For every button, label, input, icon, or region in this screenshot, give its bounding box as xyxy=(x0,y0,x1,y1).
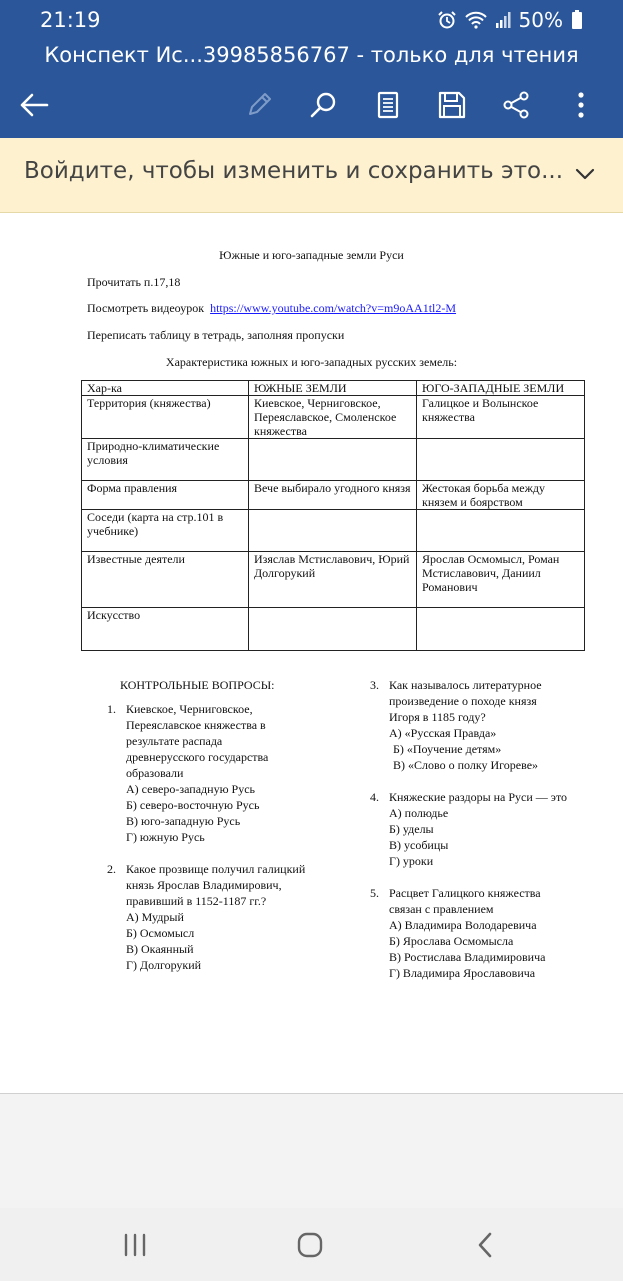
table-cell: Вече выбирало угодного князя xyxy=(249,481,417,510)
table-header-cell: ЮЖНЫЕ ЗЕМЛИ xyxy=(249,381,417,396)
question-2: 2. Какое прозвище получил галицкий князь Ярослав Владимирович, правивший в 1152-1187 гг.? А) Мудрый Б) Осмомысл В) Окаянный Г) Долгорукий xyxy=(107,862,306,972)
status-indicators xyxy=(437,8,583,32)
table-header-row xyxy=(82,381,585,396)
table-cell: Галицкое и Волынское княжества xyxy=(417,396,585,439)
sign-in-banner[interactable] xyxy=(0,138,623,213)
table-row xyxy=(82,439,585,481)
table-cell xyxy=(417,510,585,552)
table-row xyxy=(82,608,585,651)
home-icon[interactable] xyxy=(295,1230,325,1260)
table-title: Характеристика южных и юго-западных русских земель: xyxy=(165,355,458,369)
system-nav-bar xyxy=(0,1208,623,1281)
questions-right-column xyxy=(370,677,610,981)
questions-left-column xyxy=(107,677,337,973)
signal-icon xyxy=(495,11,511,29)
question-4: 4. Княжеские раздоры на Руси — это А) полюдье Б) уделы В) усобицы Г) уроки xyxy=(370,790,568,868)
table-row xyxy=(82,552,585,608)
table-cell: Природно-климатические условия xyxy=(82,439,249,481)
battery-percent: 50% xyxy=(518,8,563,32)
table-cell xyxy=(249,439,417,481)
doc-line-video xyxy=(87,301,456,316)
back-icon[interactable] xyxy=(470,1230,500,1260)
share-icon[interactable] xyxy=(498,87,534,123)
table-cell: Известные деятели xyxy=(82,552,249,608)
table-cell xyxy=(249,510,417,552)
status-bar xyxy=(0,0,623,38)
question-1: 1. Киевское, Черниговское, Переяславское княжества в результате распада древнерусского государства образовали А) северо-западную Русь Б) северо-восточную Русь В) юго-западную Русь Г) южную Русь xyxy=(107,702,269,844)
video-link[interactable]: https://www.youtube.com/watch?v=m9oAA1tl2-M xyxy=(210,301,457,315)
save-icon[interactable] xyxy=(434,87,470,123)
edit-pencil-icon[interactable] xyxy=(241,87,277,123)
table-cell: Ярослав Осмомысл, Роман Мстиславович, Даниил Романович xyxy=(417,552,585,608)
question-5: 5. Расцвет Галицкого княжества связан с правлением А) Владимира Володаревича Б) Ярослава Осмомысла В) Ростислава Владимировича Г) Владимира Ярославовича xyxy=(370,886,546,980)
table-row xyxy=(82,481,585,510)
table-cell xyxy=(417,608,585,651)
table-cell: Соседи (карта на стр.101 в учебнике) xyxy=(82,510,249,552)
recent-apps-icon[interactable] xyxy=(120,1230,150,1260)
banner-text: Войдите, чтобы изменить и сохранить это... xyxy=(24,158,564,184)
status-time: 21:19 xyxy=(40,8,101,32)
document-title: Конспект Ис...39985856767 - только для чтения xyxy=(0,38,623,72)
battery-icon xyxy=(571,10,583,30)
search-icon[interactable] xyxy=(305,87,341,123)
table-cell: Жестокая борьба между князем и боярством xyxy=(417,481,585,510)
table-cell: Изяслав Мстиславович, Юрий Долгорукий xyxy=(249,552,417,608)
questions-title: КОНТРОЛЬНЫЕ ВОПРОСЫ: xyxy=(120,678,275,692)
alarm-icon xyxy=(437,10,457,30)
doc-line-read: Прочитать п.17,18 xyxy=(87,275,181,289)
table-row xyxy=(82,396,585,439)
question-3: 3. Как называлось литературное произведение о походе князя Игоря в 1185 году? А) «Русская Правда» Б) «Поучение детям» В) «Слово о полку Игореве» xyxy=(370,678,542,772)
wifi-icon xyxy=(465,11,487,29)
chevron-down-icon[interactable] xyxy=(573,162,597,186)
table-cell: Искусство xyxy=(82,608,249,651)
more-options-icon[interactable] xyxy=(563,87,599,123)
video-label: Посмотреть видеоурок xyxy=(87,301,205,315)
characteristics-table xyxy=(81,380,585,651)
table-header-cell: Хар-ка xyxy=(82,381,249,396)
reading-view-icon[interactable] xyxy=(370,87,406,123)
document-page xyxy=(0,213,623,1094)
doc-heading: Южные и юго-западные земли Руси xyxy=(219,248,404,262)
table-cell: Территория (княжества) xyxy=(82,396,249,439)
table-row xyxy=(82,510,585,552)
table-cell xyxy=(417,439,585,481)
table-cell: Киевское, Черниговское, Переяславское, Смоленское княжества xyxy=(249,396,417,439)
back-arrow-icon[interactable] xyxy=(16,87,52,123)
table-cell: Форма правления xyxy=(82,481,249,510)
table-header-cell: ЮГО-ЗАПАДНЫЕ ЗЕМЛИ xyxy=(417,381,585,396)
app-toolbar xyxy=(0,72,623,138)
doc-line-copy: Переписать таблицу в тетрадь, заполняя пропуски xyxy=(87,328,345,342)
table-cell xyxy=(249,608,417,651)
